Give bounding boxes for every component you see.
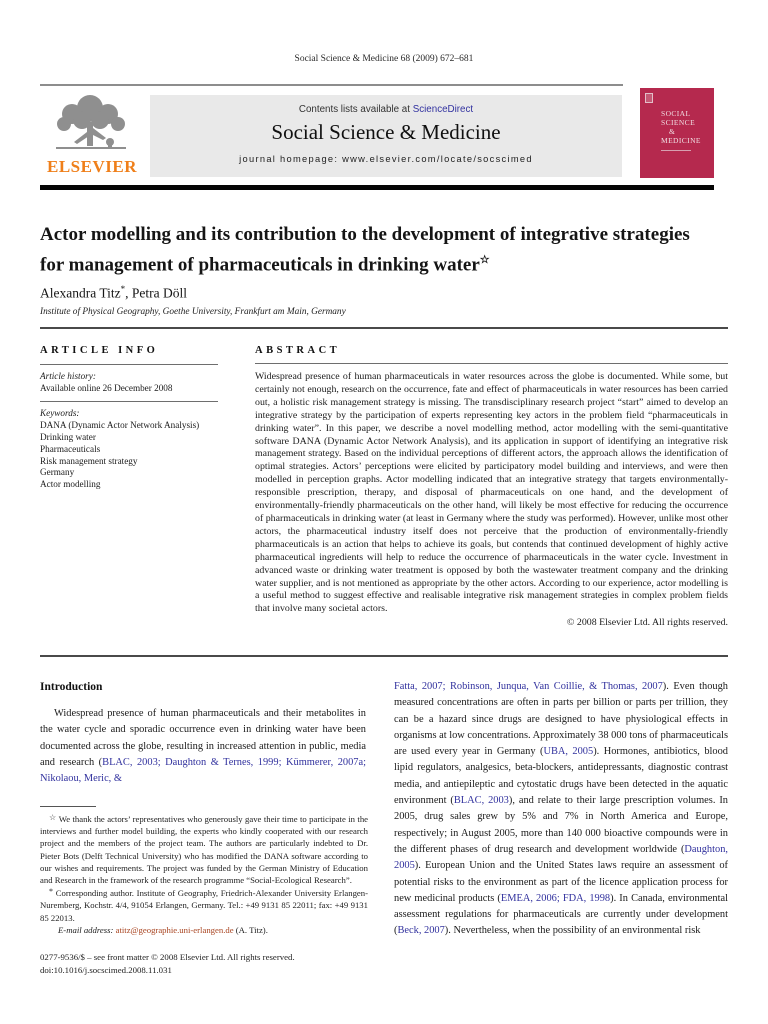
corresponding-author-footnote (40, 886, 368, 924)
cover-line-science: SCIENCE (661, 118, 696, 127)
keyword-item: Germany (40, 467, 75, 478)
body-column-right (394, 679, 728, 940)
corresponding-author-footnote-text: Corresponding author. Institute of Geography, Friedrich-Alexander University Erlangen-Nuremberg, Kochstr. 4/4, 91054 Erlangen, Germany. Tel.: +49 9131 85 22011; fax: +49 9131 85 22013. (40, 888, 369, 923)
citation-link[interactable]: Beck, 2007 (397, 925, 445, 937)
available-online-date: Available online 26 December 2008 (40, 382, 173, 393)
author-name-doll: , Petra Döll (125, 285, 187, 301)
body-column-left (40, 681, 366, 787)
paragraph-text: ). Hormones, antibiotics, blood lipid regulators, analgesics, beta-blockers, antidepressants, diagnostic contrast media, and antiepileptic and cytostatic drugs have been detected in the aquatic environment ( (394, 746, 728, 807)
keyword-item: Risk management strategy (40, 455, 138, 466)
acknowledgement-footnote (40, 812, 368, 886)
article-info-rule-1 (40, 364, 218, 365)
star-footnote-icon: ☆ (49, 813, 57, 822)
title-footnote-star-icon[interactable]: ☆ (479, 253, 490, 266)
affiliation: Institute of Physical Geography, Goethe University, Frankfurt am Main, Germany (40, 307, 346, 317)
asterisk-footnote-icon: * (49, 887, 53, 897)
cover-line-amp: & (669, 127, 676, 136)
article-info-section (40, 345, 250, 491)
email-suffix: (A. Titz). (233, 924, 268, 935)
paragraph-text: ). Nevertheless, when the possibility of an environmental risk (444, 925, 701, 937)
paragraph-text: ). European Union and the United States laws require an assessment of potential risks to the environment as part of the licence application process for new medicinal products ( (394, 860, 728, 904)
running-head-citation: Social Science & Medicine 68 (2009) 672–681 (294, 54, 474, 64)
citation-link[interactable]: UBA, 2005 (543, 746, 594, 758)
authors-line (40, 284, 187, 302)
section-bottom-rule (40, 655, 728, 657)
footer-block (40, 951, 295, 976)
elsevier-logo (36, 92, 148, 182)
corresponding-author-asterisk[interactable]: * (120, 284, 126, 294)
abstract-heading: ABSTRACT (255, 345, 341, 356)
email-label: E-mail address: (58, 924, 114, 935)
cover-line-social: SOCIAL (661, 109, 691, 118)
issn-copyright-line: 0277-9536/$ – see front matter © 2008 Elsevier Ltd. All rights reserved. (40, 952, 295, 962)
journal-homepage-link[interactable]: journal homepage: www.elsevier.com/locate/socscimed (239, 154, 533, 164)
article-history-label: Article history: (40, 370, 96, 381)
abstract-rule (255, 363, 728, 364)
abstract-section (255, 345, 728, 629)
article-info-heading: ARTICLE INFO (40, 345, 159, 356)
cover-tagline-rule (661, 150, 691, 151)
keyword-item: Drinking water (40, 431, 96, 442)
author-name-titz: Alexandra Titz (40, 285, 121, 301)
email-link[interactable]: atitz@geographie.uni-erlangen.de (115, 924, 234, 935)
paragraph-text: ). Even though measured concentrations are often in parts per billion or parts per trillion, they can be a hazard since drugs are designed to have physiological effects in organisms at low concentrations. Approximately 38 000 tons of pharmaceuticals are used every year in Germany ( (394, 681, 728, 758)
citation-link[interactable]: Daughton, 2005 (394, 843, 728, 872)
abstract-copyright: © 2008 Elsevier Ltd. All rights reserved. (566, 617, 728, 629)
article-title-text: Actor modelling and its contribution to the development of integrative strategies for management of pharmaceuticals in drinking water (40, 224, 690, 275)
footnotes-block (40, 806, 368, 936)
introduction-paragraph-right (394, 679, 728, 940)
cover-logo-mark (645, 93, 653, 103)
contents-list-line (150, 95, 622, 115)
keywords-label: Keywords: (40, 408, 80, 419)
footnote-rule (40, 806, 96, 807)
citation-link[interactable]: BLAC, 2003; Daughton & Ternes, 1999; Kümmerer, 2007a; Nikolaou, Meric, & (40, 756, 366, 785)
abstract-text: Widespread presence of human pharmaceuticals in water resources across the globe is documented. While some, but certainly not enough, research on the occurrence, fate and effect of pharmaceuticals in water resources has been carried out, a holistic risk management strategy is missing. The transdisciplinary research project “start” aimed to develop an integrative strategy by the participation of experts representing key actors in the problem field “pharmaceuticals in drinking water”. In this paper, we describe a novel modelling method, actor modelling with the semi-quantitative software DANA (Dynamic Actor Network Analysis), and its application in support of identifying an integrative risk management strategy. Based on the individual perceptions of different actors, the approach allows the identification of optimal strategies. Actors’ perceptions were elicited by participatory model building and interviews, and were then modelled in perception graphs. Actor modelling indicated that an integrative strategy that targets environmentally-responsible prescription, therapy, and disposal of pharmaceuticals on one hand, and the development of environmentally-friendly pharmaceuticals on the other hand, will likely be most effective for reducing the occurrence of pharmaceuticals in drinking water (at least in Germany where the study was performed). However, unlike most other actors, the pharmaceutical industry itself does not perceive that the production of environmentally-friendly pharmaceuticals is an action that helps to achieve its goals, but contends that continued development of highly active pharmaceutical ingredients will help to reduce the occurrence of pharmaceuticals in the water cycle. Investment in advanced waste or drinking water treatment is opposed by both the wastewater treatment company and the drinking water supplier, and is not mentioned as appropriate by the other actors. According to our experience, actor modelling is a useful method to suggest effective and realisable integrative risk management strategies in complex problem fields that involve many societal actors. (255, 371, 728, 615)
elsevier-tree-icon (44, 92, 140, 156)
elsevier-wordmark: ELSEVIER (47, 157, 137, 176)
acknowledgement-footnote-text: We thank the actors’ representatives who generously gave their time to participate in the interviews and further model building, the experts who kindly cooperated with our research project and the members of the project team. The authors are particularly indebted to Dr. Pieter Bots (Delft Technical University) who has modified the DANA software according to our wishes and requirements. The project was funded by the German Ministry of Education and Research in the framework of the research programme “Social-Ecological Research”. (40, 814, 369, 886)
contents-list-prefix: Contents lists available at (298, 104, 413, 115)
banner-bottom-rule (40, 185, 714, 190)
paragraph-text: Widespread presence of human pharmaceuticals and their metabolites in the water cycle and sporadic occurrence even in drinking water have been documented across the globe, resulting in increased attention in public, media and research ( (40, 708, 366, 768)
paragraph-text: ), and relate to their large prescription volumes. In 2005, drug sales grew by 5% and 7% in North America and Europe, respectively; in August 2005, more than 140 000 bioactive compounds were in the different phases of drug research and development worldwide ( (394, 795, 728, 855)
cover-title-text (661, 109, 701, 145)
article-title (40, 222, 702, 277)
introduction-heading: Introduction (40, 681, 103, 693)
email-footnote (40, 924, 368, 936)
keyword-item: DANA (Dynamic Actor Network Analysis) (40, 420, 200, 431)
citation-link[interactable]: Fatta, 2007; Robinson, Junqua, Van Coillie, & Thomas, 2007 (394, 681, 663, 692)
cover-line-medicine: MEDICINE (661, 136, 701, 145)
article-info-rule-2 (40, 401, 218, 402)
sciencedirect-link[interactable]: ScienceDirect (412, 104, 474, 115)
banner-top-rule (40, 84, 623, 86)
introduction-paragraph-left (40, 706, 366, 787)
paragraph-text: ). In Canada, environmental assessment regulations for pharmaceuticals are currently under development ( (394, 892, 728, 937)
keyword-item: Actor modelling (40, 479, 101, 490)
citation-link[interactable]: EMEA, 2006; FDA, 1998 (500, 892, 611, 904)
section-top-rule (40, 327, 728, 329)
doi-line: doi:10.1016/j.socscimed.2008.11.031 (40, 964, 172, 975)
journal-cover-thumbnail (640, 88, 714, 178)
journal-title: Social Science & Medicine (271, 120, 501, 144)
journal-banner (150, 95, 622, 177)
citation-link[interactable]: BLAC, 2003 (453, 795, 509, 807)
keyword-item: Pharmaceuticals (40, 443, 101, 454)
